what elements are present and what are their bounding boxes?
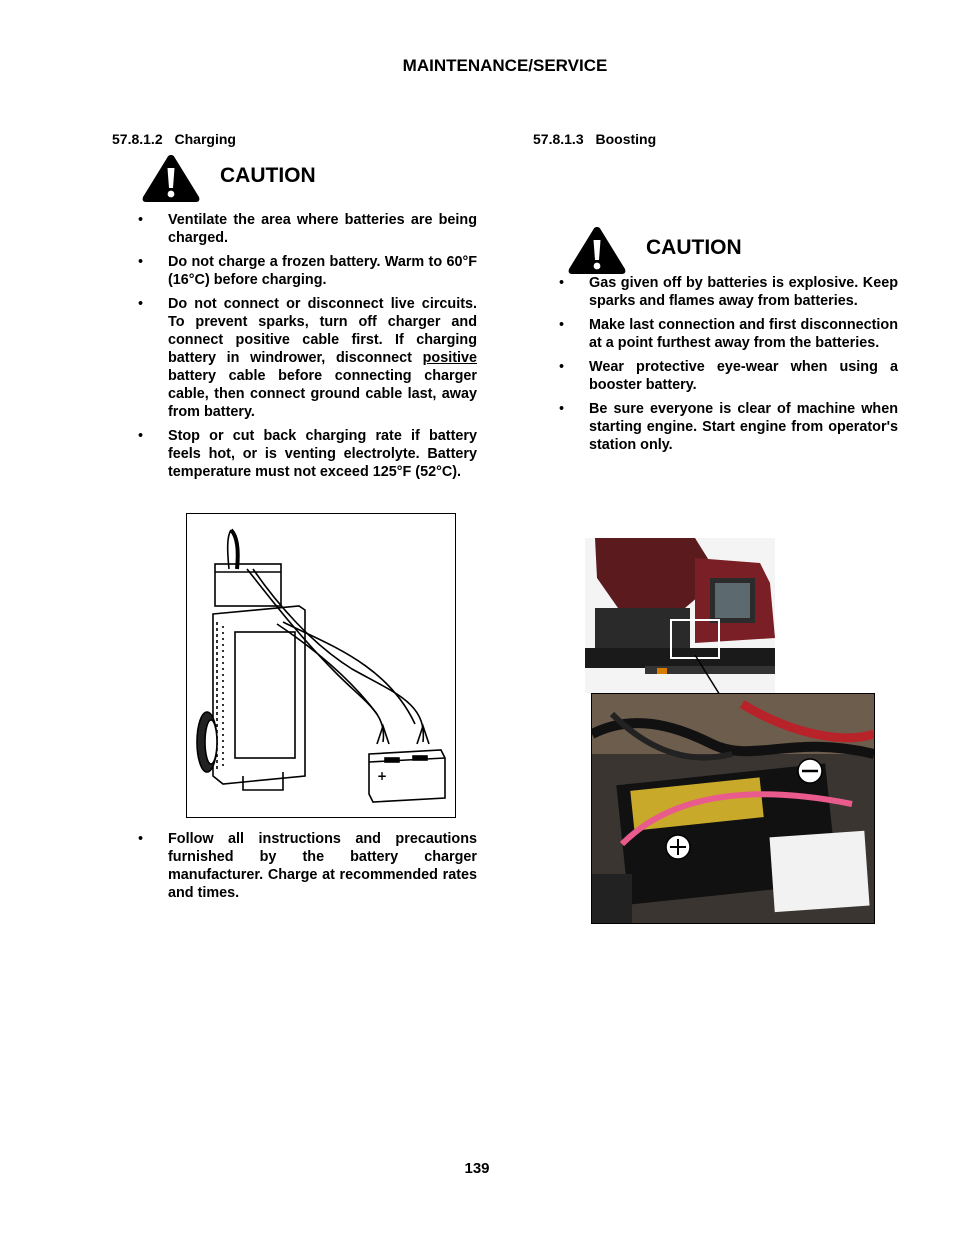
list-item: • Follow all instructions and precautions furnished by the battery charger manufacturer. Charge at recommended rates and times. — [138, 831, 477, 901]
page-number: 139 — [464, 1160, 490, 1177]
list-item: • Wear protective eye-wear when using a booster battery. — [559, 359, 898, 393]
caution-block-charging — [140, 152, 316, 204]
list-item: • Be sure everyone is clear of machine when starting engine. Start engine from operator's station only. — [559, 401, 898, 453]
warning-triangle-icon — [140, 152, 202, 204]
charging-precautions-list — [138, 211, 477, 487]
page-header: MAINTENANCE/SERVICE — [402, 56, 608, 75]
battery-closeup-photo — [591, 693, 875, 924]
list-item: • Stop or cut back charging rate if battery feels hot, or is venting electrolyte. Battery temperature must not exceed 125°F (52°C). — [138, 428, 477, 480]
caution-label: CAUTION — [646, 236, 742, 259]
charger-drawing — [187, 514, 455, 817]
caution-block-boosting — [566, 224, 742, 276]
list-item: • Gas given off by batteries is explosive. Keep sparks and flames away from batteries. — [559, 275, 898, 309]
section-heading-charging — [112, 131, 236, 147]
caution-label: CAUTION — [220, 164, 316, 187]
battery-closeup-drawing — [592, 694, 874, 923]
battery-charger-illustration — [186, 513, 456, 818]
warning-triangle-icon — [566, 224, 628, 276]
list-item: • Ventilate the area where batteries are being charged. — [138, 212, 477, 246]
section-number: 57.8.1.2 — [112, 131, 163, 147]
list-item: • Make last connection and first disconnection at a point furthest away from the batteries. — [559, 317, 898, 351]
battery-positive-mark: + — [377, 769, 388, 783]
section-heading-boosting — [533, 131, 656, 147]
section-number: 57.8.1.3 — [533, 131, 584, 147]
list-item: • Do not charge a frozen battery. Warm to 60°F (16°C) before charging. — [138, 254, 477, 288]
underlined-word: positive — [422, 350, 477, 366]
list-item: • Do not connect or disconnect live circuits. To prevent sparks, turn off charger and connect positive cable first. If charging battery in windrower, disconnect positive battery cable before connecting charger cable, then connect ground cable last, away from battery. — [138, 296, 477, 420]
section-title: Charging — [174, 131, 236, 147]
boosting-precautions-list — [559, 274, 898, 460]
charging-final-list — [138, 830, 477, 908]
section-title: Boosting — [595, 131, 657, 147]
